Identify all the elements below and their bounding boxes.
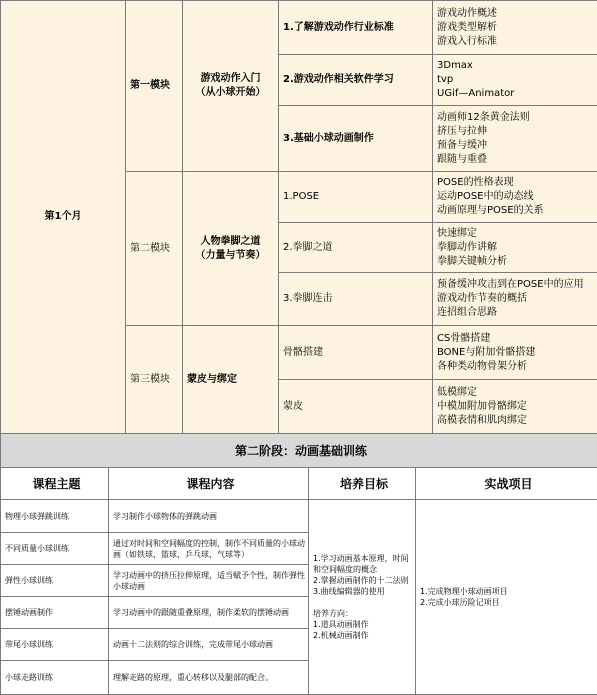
lesson-topic: 2.拳脚之道: [279, 223, 433, 273]
course-topic: 不同质量小球训练: [1, 533, 109, 565]
lesson-topic: 1.POSE: [279, 172, 433, 223]
month-cell: 第1个月: [1, 1, 126, 434]
lesson-topic: 2.游戏动作相关软件学习: [279, 55, 433, 106]
course-topic: 带尾小球训练: [1, 629, 109, 661]
training-goals: 1.学习动画基本原理，时间和空间幅度的概念 2.掌握动画制作的十二法则 3.曲线编辑器的使用 培养方向： 1.道具动画制作 2.机械动画制作: [309, 500, 416, 695]
lesson-topic: 3.拳脚连击: [279, 273, 433, 326]
lesson-items: 低模绑定 中模加附加骨骼绑定 高模表情和肌肉绑定: [433, 380, 597, 434]
column-header: 课程主题: [1, 468, 109, 500]
module-name: 第一模块: [126, 1, 183, 172]
module-name: 第二模块: [126, 172, 183, 326]
course-content: 学习动画中的挤压拉伸原理，适当赋予个性，制作弹性小球动画: [109, 565, 309, 597]
course-content: 动画十二法则的综合训练，完成带尾小球动画: [109, 629, 309, 661]
course-topic: 弹性小球训练: [1, 565, 109, 597]
module-title: 人物拳脚之道 （力量与节奏）: [183, 172, 279, 326]
lesson-items: 预备缓冲攻击到在POSE中的应用 游戏动作节奏的概括 连招组合思路: [433, 273, 597, 326]
lesson-items: 动画师12条黄金法则 挤压与拉伸 预备与缓冲 跟随与重叠: [433, 106, 597, 172]
column-header: 培养目标: [309, 468, 416, 500]
lesson-items: CS骨骼搭建 BONE与附加骨骼搭建 各种类动物骨架分析: [433, 326, 597, 380]
course-topic: 小球走路训练: [1, 661, 109, 695]
column-header: 课程内容: [109, 468, 309, 500]
course-content: 理解走路的原理，重心转移以及腿部的配合。: [109, 661, 309, 695]
lesson-topic: 1.了解游戏动作行业标准: [279, 1, 433, 55]
stage2-table: [0, 433, 597, 695]
lesson-items: POSE的性格表现 运动POSE中的动态线 动画原理与POSE的关系: [433, 172, 597, 223]
lesson-items: 3Dmax tvp UGif—Animator: [433, 55, 597, 106]
lesson-items: 游戏动作概述 游戏类型解析 游戏入行标准: [433, 1, 597, 55]
course-content: 学习动画中的跟随重叠原理，制作柔软的摆锤动画: [109, 597, 309, 629]
module-title: 游戏动作入门 （从小球开始）: [183, 1, 279, 172]
lesson-topic: 蒙皮: [279, 380, 433, 434]
lesson-topic: 骨骼搭建: [279, 326, 433, 380]
module-title: 蒙皮与绑定: [183, 326, 279, 434]
lesson-topic: 3.基础小球动画制作: [279, 106, 433, 172]
course-content: 学习制作小球物体的弹跳动画: [109, 500, 309, 533]
course-topic: 摆锤动画制作: [1, 597, 109, 629]
stage-title: 第二阶段：动画基础训练: [1, 434, 597, 468]
module-name: 第三模块: [126, 326, 183, 434]
column-header: 实战项目: [416, 468, 597, 500]
course-content: 通过对时间和空间幅度的控制，制作不同质量的小球动画（如铁球，篮球，乒乓球，气球等）: [109, 533, 309, 565]
course-topic: 物理小球弹跳训练: [1, 500, 109, 533]
lesson-items: 快速绑定 拳脚动作讲解 拳脚关键帧分析: [433, 223, 597, 273]
practice-projects: 1.完成物理小球动画项目 2.完成小球历险记项目: [416, 500, 597, 695]
